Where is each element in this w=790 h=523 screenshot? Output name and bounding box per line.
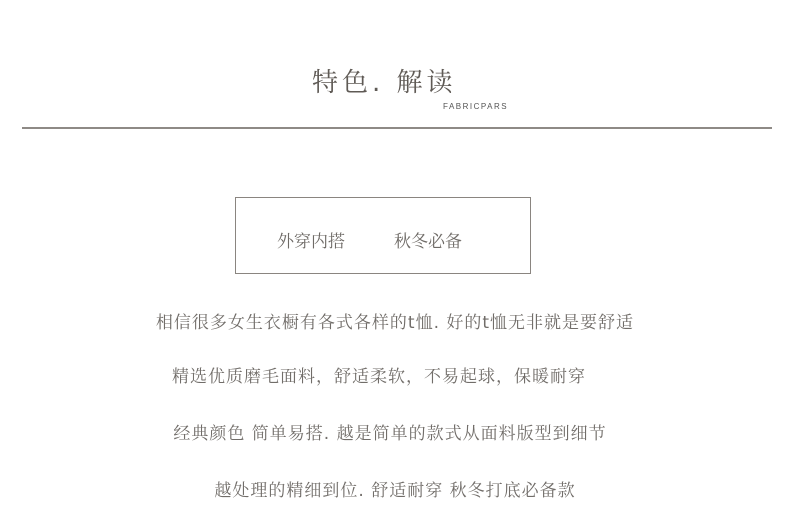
section-title: 特色. 解读 [312, 68, 457, 98]
section-subtitle: FABRICPARS [443, 102, 509, 111]
description-line: 相信很多女生衣橱有各式各样的t恤. 好的t恤无非就是要舒适 [155, 313, 635, 333]
description-line: 越处理的精细到位. 舒适耐穿 秋冬打底必备款 [214, 481, 576, 501]
header-divider [22, 127, 772, 129]
description-line: 经典颜色 简单易搭. 越是简单的款式从面料版型到细节 [173, 424, 607, 444]
tag-wear-style: 外穿内搭 [277, 232, 345, 252]
tag-season: 秋冬必备 [394, 232, 462, 252]
description-line: 精选优质磨毛面料，舒适柔软，不易起球，保暖耐穿 [172, 367, 586, 387]
